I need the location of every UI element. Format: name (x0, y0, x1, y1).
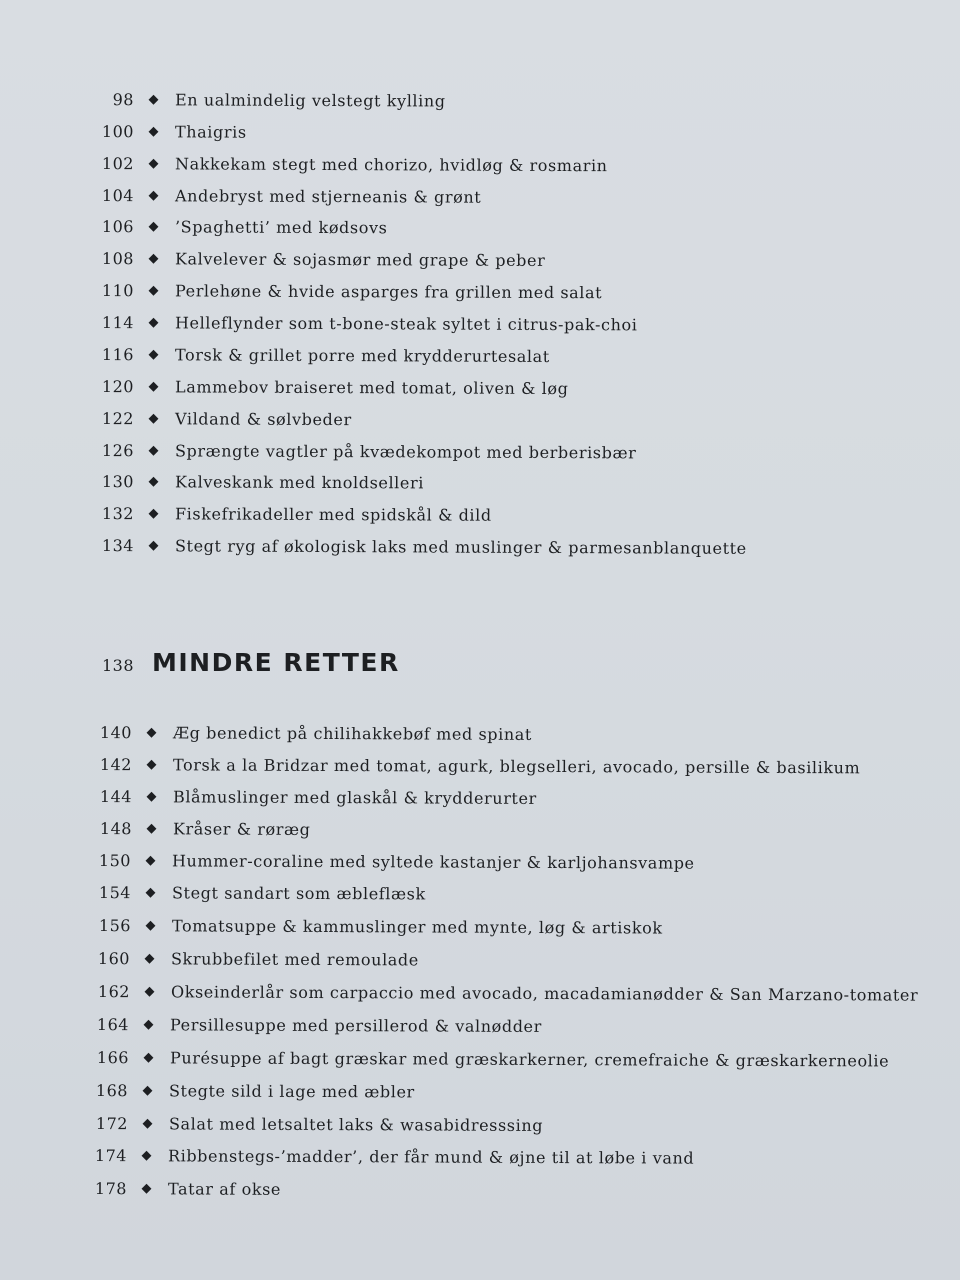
toc-page-number: 100 (101, 121, 135, 141)
diamond-bullet-icon (145, 953, 155, 963)
diamond-bullet-icon (143, 1085, 153, 1095)
toc-entry (91, 1012, 542, 1038)
toc-page-number: 102 (101, 153, 135, 173)
diamond-bullet-icon (149, 317, 159, 327)
toc-page-number: 160 (97, 948, 131, 968)
toc-page-number: 106 (101, 216, 135, 236)
toc-page-number: 122 (101, 408, 135, 428)
toc-entry-title: En ualmindelig velstegt kylling (174, 89, 446, 111)
toc-page-number: 98 (112, 89, 135, 109)
toc-page-number: 150 (98, 850, 132, 870)
diamond-bullet-icon (144, 1052, 154, 1062)
toc-entry (91, 1045, 889, 1072)
toc-entry-title: Sprængte vagtler på kvædekompot med berberisbær (174, 440, 637, 462)
diamond-bullet-icon (147, 759, 157, 769)
toc-entry (94, 816, 311, 841)
toc-entry (94, 784, 537, 810)
toc-entry (96, 278, 602, 304)
toc-entry (96, 501, 492, 527)
diamond-bullet-icon (147, 727, 157, 737)
toc-page-number: 172 (95, 1113, 129, 1133)
toc-page-number: 132 (101, 503, 135, 523)
toc-entry-title: Kalveskank med knoldselleri (174, 471, 425, 492)
toc-entry (89, 1176, 281, 1201)
toc-entry (90, 1078, 415, 1103)
toc-entry (93, 913, 663, 939)
toc-entry (96, 374, 569, 400)
toc-entry-title: Helleflynder som t-bone-steak syltet i citrus-pak-choi (174, 312, 638, 334)
toc-entry (96, 119, 247, 144)
toc-entry-title: Tomatsuppe & kammuslinger med mynte, løg & artiskok (171, 915, 663, 937)
toc-page-number: 110 (101, 280, 135, 300)
toc-entry (93, 880, 426, 905)
toc-page-number: 108 (101, 248, 135, 268)
diamond-bullet-icon (142, 1183, 152, 1193)
toc-page-number: 142 (99, 754, 133, 774)
toc-entry (96, 469, 424, 494)
toc-page-number: 140 (99, 722, 133, 742)
toc-entry-title: Blåmuslinger med glaskål & krydderurter (172, 786, 537, 808)
toc-entry-title: Perlehøne & hvide asparges fra grillen med salat (174, 280, 603, 302)
toc-page-number: 156 (98, 915, 132, 935)
toc-entry (96, 342, 550, 368)
toc-entry-title: Tatar af okse (167, 1178, 282, 1199)
toc-page-number: 168 (95, 1080, 129, 1100)
toc-entry (90, 1111, 543, 1137)
toc-entry (96, 406, 352, 431)
diamond-bullet-icon (146, 887, 156, 897)
toc-entry-title: Skrubbefilet med remoulade (170, 948, 419, 969)
diamond-bullet-icon (149, 285, 159, 295)
toc-entry (92, 946, 419, 971)
toc-page-number: 174 (94, 1145, 128, 1165)
toc-entry-title: Kråser & røræg (172, 818, 311, 839)
toc-page-number: 104 (101, 185, 135, 205)
toc-entry-title: Vildand & sølvbeder (174, 408, 352, 429)
diamond-bullet-icon (149, 190, 159, 200)
toc-entry-title: Torsk & grillet porre med krydderurtesalat (174, 344, 550, 366)
toc-entry-title: ’Spaghetti’ med kødsovs (174, 216, 388, 237)
toc-page-number: 130 (101, 471, 135, 491)
diamond-bullet-icon (145, 986, 155, 996)
diamond-bullet-icon (149, 221, 159, 231)
section-page-number: 138 (101, 656, 134, 675)
toc-entry-title: Stegte sild i lage med æbler (168, 1080, 415, 1101)
toc-entry-title: Thaigris (174, 121, 247, 142)
toc-entry (96, 310, 638, 336)
toc-entry-title: Torsk a la Bridzar med tomat, agurk, blegselleri, avocado, persille & basilikum (172, 754, 861, 777)
toc-page-number: 116 (101, 344, 135, 364)
toc-entry (96, 246, 545, 272)
diamond-bullet-icon (149, 413, 159, 423)
toc-entry-title: Lammebov braiseret med tomat, oliven & løg (174, 376, 569, 398)
toc-entry-title: Persillesuppe med persillerod & valnødder (169, 1014, 542, 1036)
toc-entry-title: Ribbenstegs-’madder’, der får mund & øjne til at løbe i vand (167, 1145, 695, 1168)
toc-entry-title: Kalvelever & sojasmør med grape & peber (174, 248, 546, 270)
diamond-bullet-icon (149, 508, 159, 518)
toc-entry (96, 151, 608, 177)
toc-entry (94, 752, 860, 779)
toc-entry (93, 848, 695, 875)
toc-entry-title: Stegt sandart som æbleflæsk (171, 882, 426, 903)
diamond-bullet-icon (149, 158, 159, 168)
toc-entry-title: Hummer-coraline med syltede kastanjer & karljohansvampe (171, 850, 695, 873)
toc-entry-title: Andebryst med stjerneanis & grønt (174, 185, 482, 207)
toc-entry (92, 979, 918, 1007)
diamond-bullet-icon (144, 1019, 154, 1029)
toc-page-number: 134 (101, 535, 135, 555)
toc-page-number: 164 (96, 1014, 130, 1034)
toc-page-number: 120 (101, 376, 135, 396)
diamond-bullet-icon (147, 823, 157, 833)
section-heading: MINDRE RETTER (152, 648, 400, 677)
toc-page-number: 166 (96, 1047, 130, 1067)
diamond-bullet-icon (149, 349, 159, 359)
toc-page-number: 126 (101, 440, 135, 460)
toc-entry-title: Purésuppe af bagt græskar med græskarkerner, cremefraiche & græskarkerneolie (169, 1047, 890, 1070)
diamond-bullet-icon (149, 253, 159, 263)
toc-page-number: 178 (94, 1178, 128, 1198)
toc-entry-title: Stegt ryg af økologisk laks med muslinger & parmesanblanquette (174, 535, 747, 558)
toc-entry-title: Nakkekam stegt med chorizo, hvidløg & rosmarin (174, 153, 608, 175)
diamond-bullet-icon (143, 1118, 153, 1128)
toc-entry (94, 720, 532, 746)
diamond-bullet-icon (146, 920, 156, 930)
toc-entry (89, 1143, 694, 1170)
diamond-bullet-icon (146, 855, 156, 865)
diamond-bullet-icon (147, 791, 157, 801)
diamond-bullet-icon (149, 381, 159, 391)
toc-entry (96, 533, 747, 560)
diamond-bullet-icon (149, 476, 159, 486)
toc-page-number: 148 (99, 818, 133, 838)
toc-entry (96, 183, 481, 209)
toc-page-number: 162 (97, 981, 131, 1001)
toc-entry-title: Fiskefrikadeller med spidskål & dild (174, 503, 492, 525)
diamond-bullet-icon (142, 1150, 152, 1160)
diamond-bullet-icon (149, 540, 159, 550)
toc-entry-title: Salat med letsaltet laks & wasabidresssing (168, 1113, 544, 1135)
toc-page-number: 144 (99, 786, 133, 806)
diamond-bullet-icon (149, 445, 159, 455)
toc-entry (96, 87, 446, 113)
toc-page-number: 114 (101, 312, 135, 332)
toc-entry (96, 438, 636, 464)
diamond-bullet-icon (149, 126, 159, 136)
toc-entry (96, 214, 388, 239)
section-heading-row (100, 648, 400, 677)
toc-entry-title: Okseinderlår som carpaccio med avocado, macadamianødder & San Marzano-tomater (170, 981, 919, 1005)
toc-entry-title: Æg benedict på chilihakkebøf med spinat (172, 722, 532, 744)
diamond-bullet-icon (149, 94, 159, 104)
toc-page-number: 154 (98, 882, 132, 902)
